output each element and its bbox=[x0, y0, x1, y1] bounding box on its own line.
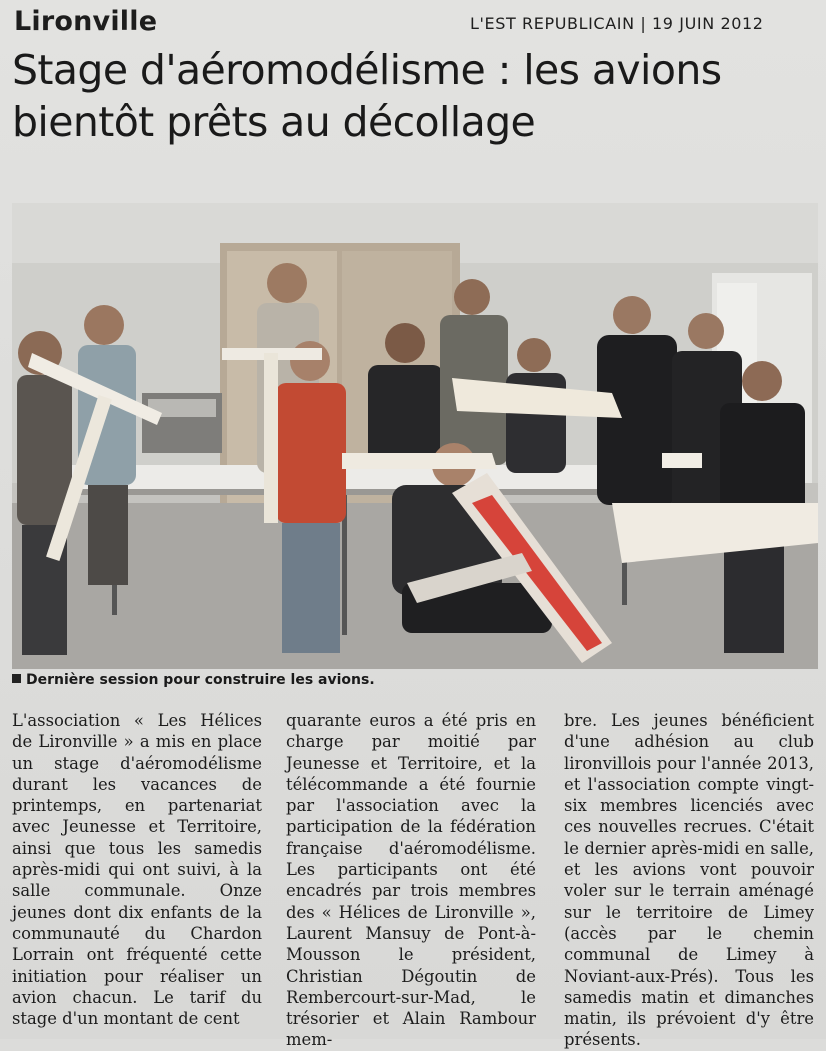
article-headline bbox=[12, 44, 812, 148]
column-2-text: quarante euros a été pris en charge par moitié par Jeunesse et Territoire, et la télécommande a été fournie par l'association avec la participation de la fédération française d'aéromodélisme. Les participants ont été encadrés par trois membres des « Hélices de Lironville », Laurent Mansuy de Pont-à-Mousson le président, Christian Dégoutin de Rembercourt-sur-Mad, le trésorier et Alain Rambour mem- bbox=[286, 711, 536, 1050]
photo-caption bbox=[12, 672, 375, 688]
article-body bbox=[12, 710, 818, 1050]
article-photo bbox=[12, 203, 818, 669]
article-column-3 bbox=[564, 710, 814, 1051]
photo-caption-text: Dernière session pour construire les avions. bbox=[26, 672, 375, 688]
article-column-2 bbox=[286, 710, 536, 1051]
column-1-text: L'association « Les Hélices de Lironville » a mis en place un stage d'aéromodélisme durant les vacances de printemps, en partenariat avec Jeunesse et Territoire, ainsi que tous les samedis après-midi qui ont suivi, à la salle communale. Onze jeunes dont dix enfants de la communauté du Chardon Lorrain ont fréquenté cette initiation pour réaliser un avion chacun. Le tarif du stage d'un montant de cent bbox=[12, 711, 262, 1029]
newspaper-source-date: L'EST REPUBLICAIN | 19 JUIN 2012 bbox=[470, 14, 764, 33]
caption-square-icon bbox=[12, 674, 21, 683]
column-3-text: bre. Les jeunes bénéficient d'une adhésion au club lironvillois pour l'année 2013, et l'association compte vingt-six membres licenciés avec ces nouvelles recrues. C'était le dernier après-midi en salle, et les avions vont pouvoir voler sur le terrain aménagé sur le territoire de Limey (accès par le chemin communal de Limey à Noviant-aux-Prés). Tous les samedis matin et dimanches matin, ils prévoient d'y être présents. bbox=[564, 711, 814, 1050]
headline-line-1: Stage d'aéromodélisme : les avions bbox=[12, 46, 722, 94]
article-column-1 bbox=[12, 710, 262, 1029]
section-kicker: Lironville bbox=[14, 6, 158, 37]
headline-line-2: bientôt prêts au décollage bbox=[12, 98, 536, 146]
